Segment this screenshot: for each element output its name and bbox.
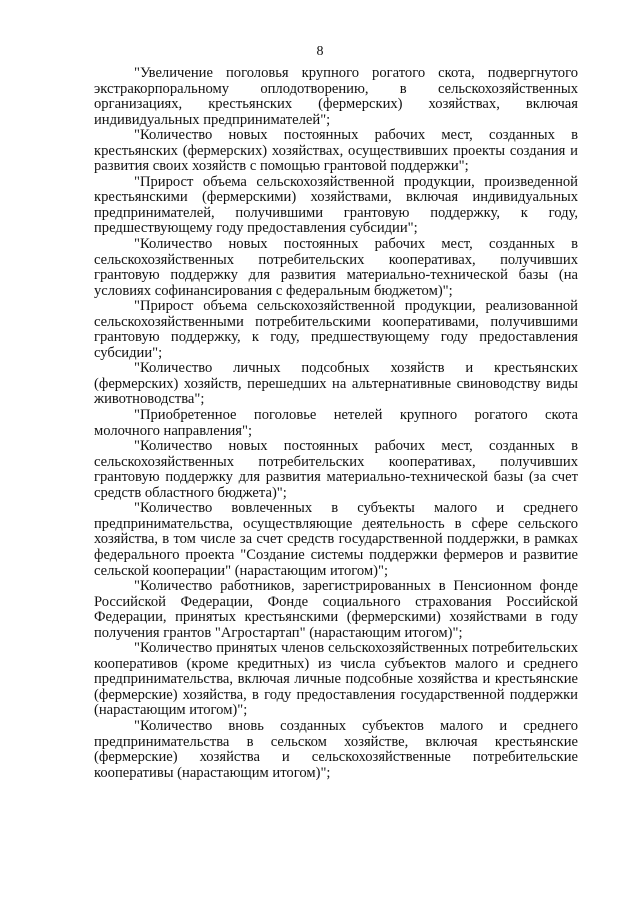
paragraph: "Количество вовлеченных в субъекты малого и среднего предпринимательства, осуществляющие деятельность в сфере сельского хозяйства, в том числе за счет средств государственной поддержки, в рамках федерального проекта "Создание системы поддержки фермеров и развитие сельской кооперации" (нарастающим итогом)"; bbox=[94, 500, 578, 579]
paragraph: "Количество вновь созданных субъектов малого и среднего предпринимательства в сельском хозяйстве, включая крестьянские (фермерские) хозяйства и сельскохозяйственные потребительские кооперативы (нарастающим итогом)"; bbox=[94, 717, 578, 781]
paragraph: "Количество работников, зарегистрированных в Пенсионном фонде Российской Федерации, Фонде социального страхования Российской Федерации, принятых крестьянскими (фермерскими) хозяйствами в году получения грантов "Агростартап" (нарастающим итогом)"; bbox=[94, 578, 578, 641]
paragraph: "Количество новых постоянных рабочих мест, созданных в сельскохозяйственных потребительских кооперативах, получивших грантовую поддержку для развития материально-технической базы (за счет средств областного бюджета)"; bbox=[94, 438, 578, 501]
paragraph: "Количество личных подсобных хозяйств и крестьянских (фермерских) хозяйств, перешедших на альтернативные свиноводству виды животноводства"; bbox=[94, 360, 578, 408]
paragraph: "Приобретенное поголовье нетелей крупного рогатого скота молочного направления"; bbox=[94, 407, 578, 439]
paragraph: "Увеличение поголовья крупного рогатого скота, подвергнутого экстракорпоральному оплодотворению, в сельскохозяйственных организациях, крестьянских (фермерских) хозяйствах, включая индивидуальных предпринимателей"; bbox=[94, 65, 578, 128]
paragraph: "Количество принятых членов сельскохозяйственных потребительских кооперативов (кроме кредитных) из числа субъектов малого и среднего предпринимательства, включая личные подсобные хозяйства и крестьянские (фермерские) хозяйства, в году предоставления государственной поддержки (нарастающим итогом)"; bbox=[94, 640, 578, 719]
paragraph: "Количество новых постоянных рабочих мест, созданных в сельскохозяйственных потребительских кооперативах, получивших грантовую поддержку для развития материально-технической базы (на условиях софинансирования с федеральным бюджетом)"; bbox=[94, 236, 578, 299]
paragraph: "Прирост объема сельскохозяйственной продукции, реализованной сельскохозяйственными потребительскими кооперативами, получившими грантовую поддержку, к году, предшествующему году предоставления субсидии"; bbox=[94, 298, 578, 361]
document-body bbox=[94, 66, 578, 781]
paragraph: "Количество новых постоянных рабочих мест, созданных в крестьянских (фермерских) хозяйствах, осуществивших проекты создания и развития своих хозяйств с помощью грантовой поддержки"; bbox=[94, 127, 578, 175]
page-number: 8 bbox=[316, 44, 324, 59]
paragraph: "Прирост объема сельскохозяйственной продукции, произведенной крестьянскими (фермерскими) хозяйствами, включая индивидуальных предпринимателей, получившими грантовую поддержку, к году, предшествующему году предоставления субсидии"; bbox=[94, 173, 578, 237]
